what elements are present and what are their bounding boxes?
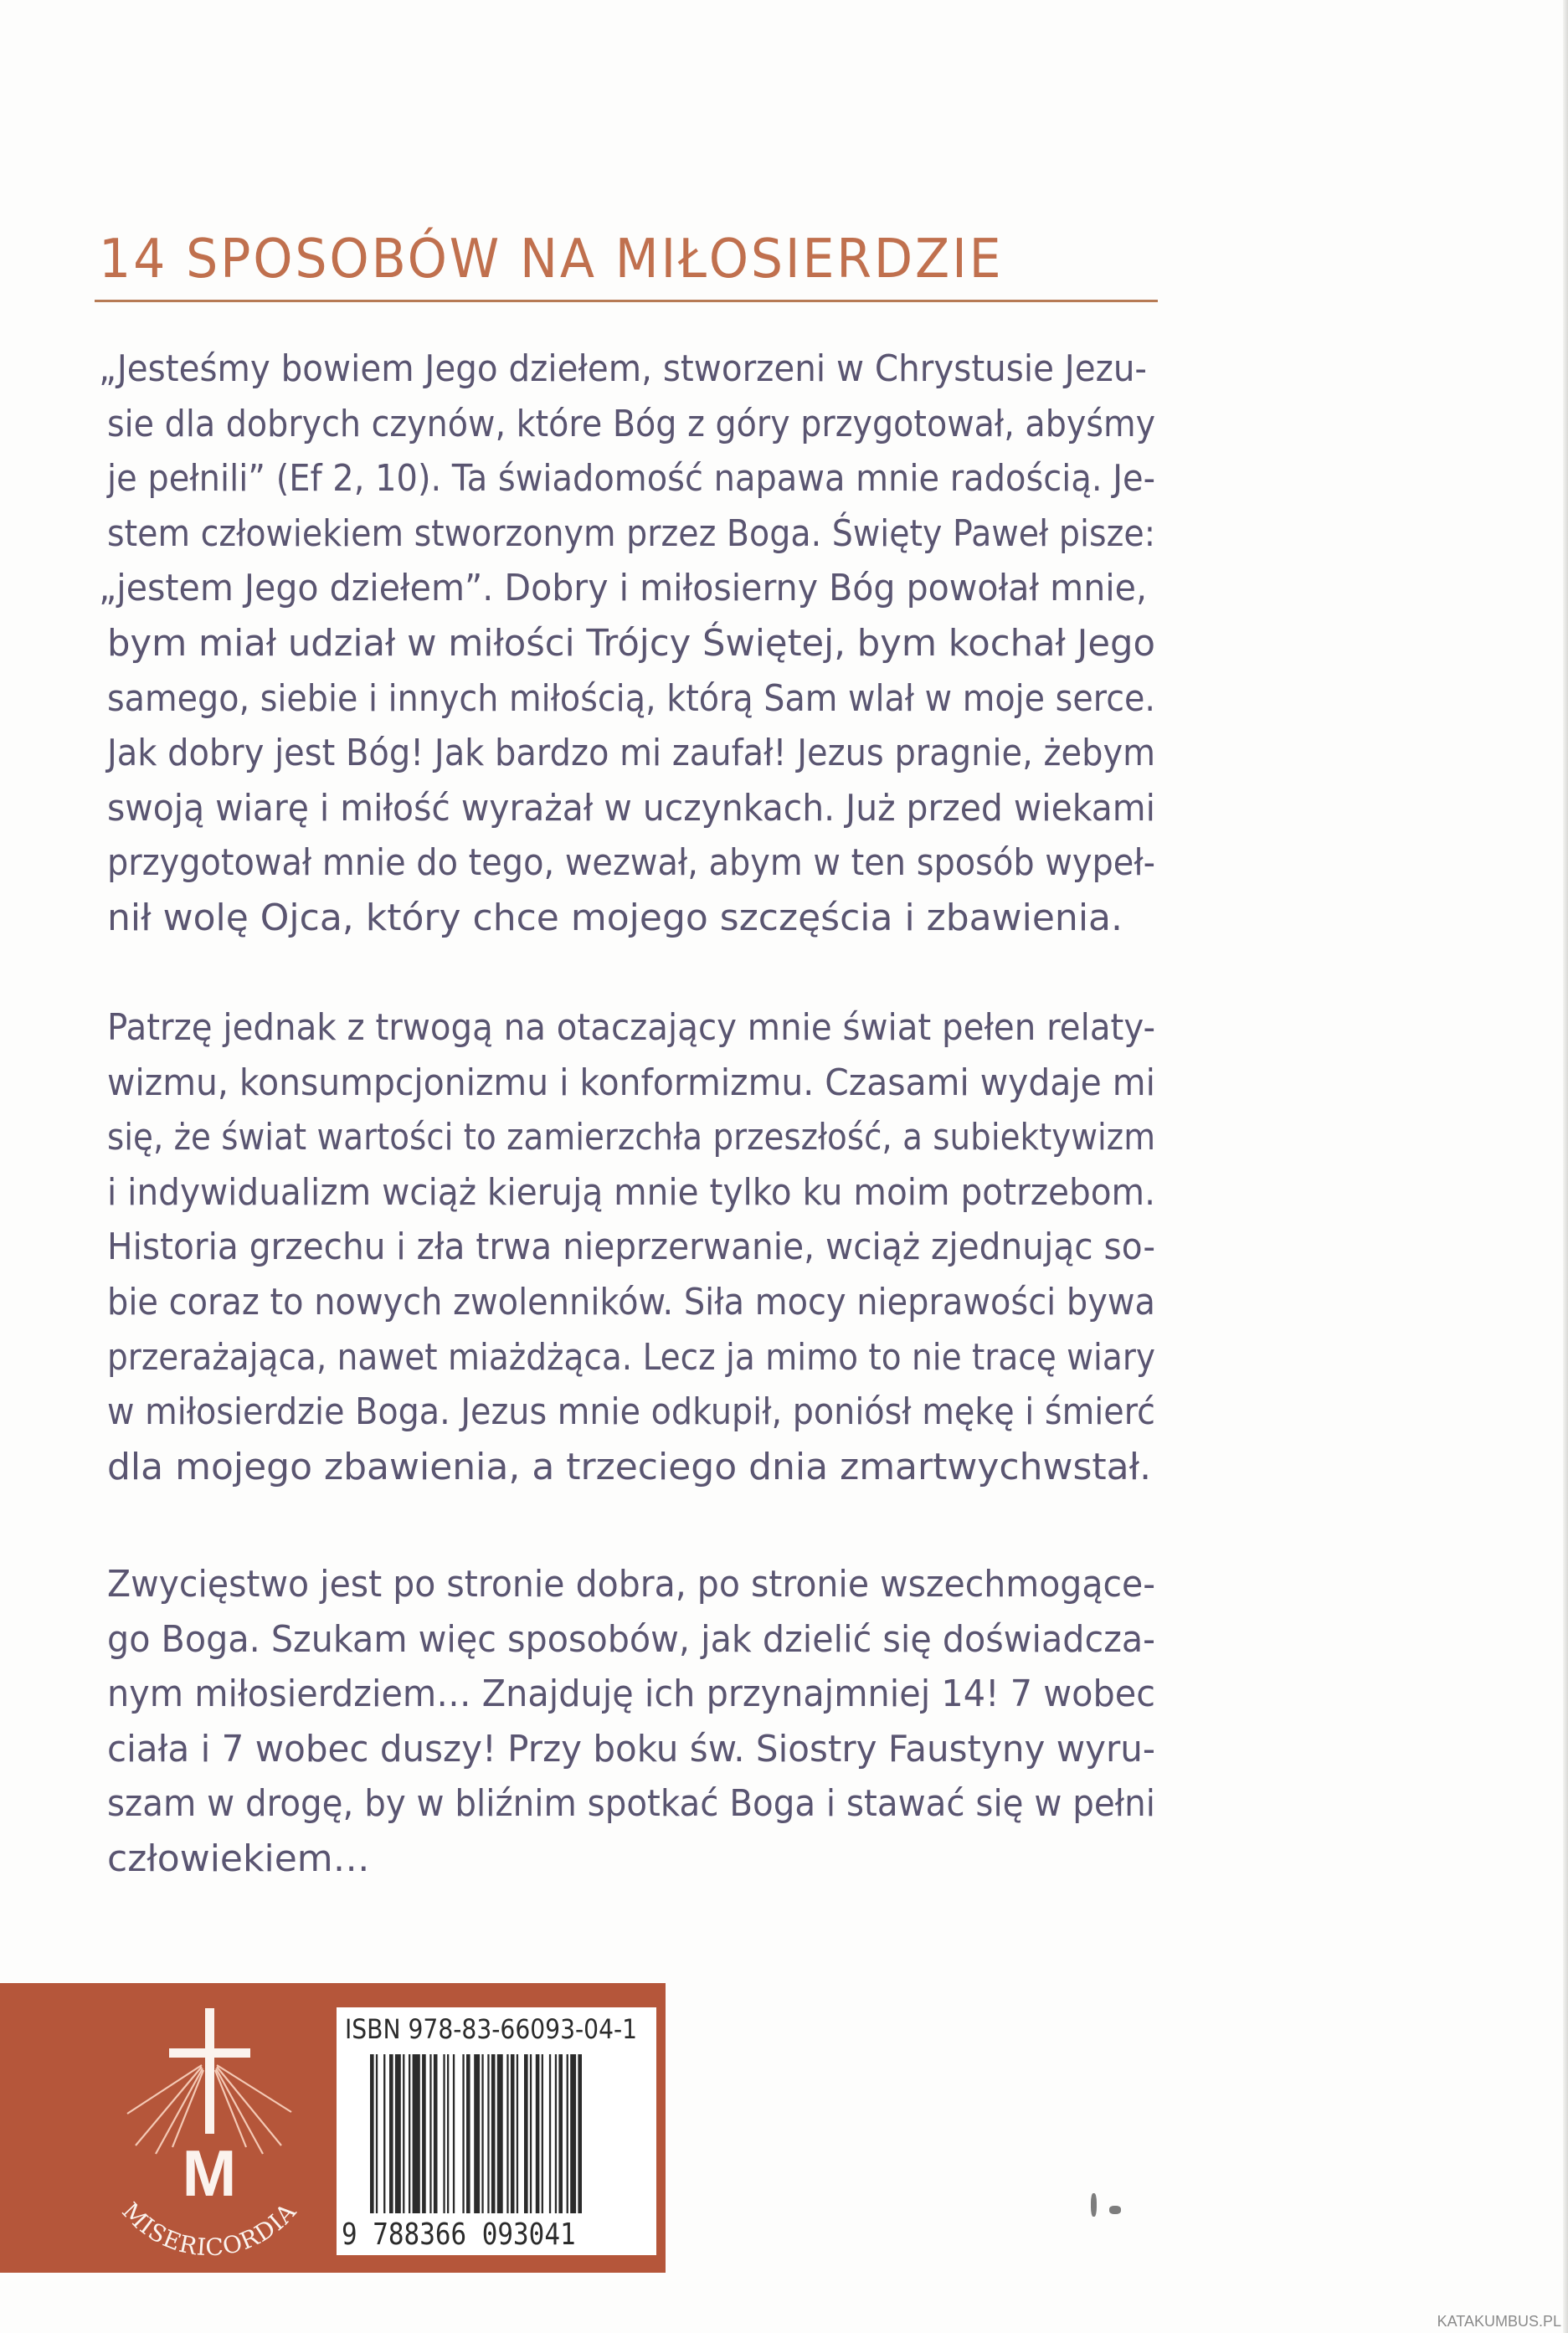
paragraph-2 bbox=[107, 1000, 1155, 1494]
barcode-bar bbox=[555, 2054, 557, 2213]
text-line: człowiekiem… bbox=[107, 1837, 370, 1880]
barcode-bar bbox=[567, 2054, 568, 2213]
text-line: bym miał udział w miłości Trójcy Świętej, bym kochał Jego bbox=[107, 621, 1155, 665]
page-title: 14 SPOSOBÓW NA MIŁOSIERDZIE bbox=[99, 229, 1004, 290]
barcode-bar bbox=[422, 2054, 426, 2213]
text-line: samego, siebie i innych miłością, którą Sam wlał w moje serce. bbox=[107, 676, 1156, 720]
cross-with-rays-icon bbox=[127, 2008, 291, 2154]
barcode-bar bbox=[409, 2054, 410, 2213]
text-line: nił wolę Ojca, który chce mojego szczęścia i zbawienia. bbox=[107, 896, 1123, 939]
title-underline bbox=[95, 300, 1158, 302]
text-line: go Boga. Szukam więc sposobów, jak dzielić się doświadcza- bbox=[107, 1617, 1156, 1661]
barcode-bar bbox=[474, 2054, 480, 2213]
text-line: wizmu, konsumpcjonizmu i konformizmu. Czasami wydaje mi bbox=[107, 1061, 1155, 1104]
misericordia-logo bbox=[75, 1996, 343, 2273]
barcode-bar bbox=[491, 2054, 496, 2213]
barcode-bar bbox=[524, 2054, 528, 2213]
text-line: „jestem Jego dziełem”. Dobry i miłosierny Bóg powołał mnie, bbox=[99, 567, 1148, 610]
scan-speck bbox=[1091, 2193, 1097, 2217]
barcode-bar bbox=[413, 2054, 420, 2213]
barcode-bar bbox=[506, 2054, 508, 2213]
text-line: je pełnili” (Ef 2, 10). Ta świadomość napawa mnie radością. Je- bbox=[107, 457, 1156, 501]
text-line: dla mojego zbawienia, a trzeciego dnia zmartwychwstał. bbox=[107, 1445, 1152, 1488]
logo-wordmark: MISERICORDIA bbox=[116, 2197, 302, 2262]
scan-speck bbox=[1109, 2206, 1121, 2214]
barcode-digits: 9 788366 093041 bbox=[342, 2217, 576, 2252]
barcode-bar bbox=[517, 2054, 518, 2213]
barcode-bar bbox=[453, 2054, 455, 2213]
barcode-bar bbox=[542, 2054, 543, 2213]
barcode-bar bbox=[447, 2054, 449, 2213]
barcode-bar bbox=[558, 2054, 563, 2213]
barcode-bar bbox=[370, 2054, 374, 2213]
text-line: w miłosierdzie Boga. Jezus mnie odkupił, poniósł mękę i śmierć bbox=[107, 1390, 1155, 1434]
paragraph-3 bbox=[107, 1557, 1155, 1887]
barcode-bar bbox=[481, 2054, 483, 2213]
barcode-bar bbox=[443, 2054, 445, 2213]
barcode-bar bbox=[389, 2054, 393, 2213]
text-line: „Jesteśmy bowiem Jego dziełem, stworzeni w Chrystusie Jezu- bbox=[99, 347, 1148, 390]
barcode-bar bbox=[383, 2054, 385, 2213]
text-line: stem człowiekiem stworzonym przez Boga. Święty Paweł pisze: bbox=[107, 511, 1156, 555]
text-line: Historia grzechu i zła trwa nieprzerwanie, wciąż zjednując so- bbox=[107, 1226, 1156, 1269]
barcode-bar bbox=[549, 2054, 551, 2213]
text-line: Patrzę jednak z trwogą na otaczający mnie świat pełen relaty- bbox=[107, 1006, 1156, 1049]
text-line: ciała i 7 wobec duszy! Przy boku św. Siostry Faustyny wyru- bbox=[107, 1727, 1156, 1770]
watermark: KATAKUMBUS.PL bbox=[1437, 2313, 1561, 2330]
text-line: i indywidualizm wciąż kierują mnie tylko ku moim potrzebom. bbox=[107, 1170, 1155, 1214]
text-line: Zwycięstwo jest po stronie dobra, po stronie wszechmogące- bbox=[107, 1563, 1156, 1606]
text-line: sie dla dobrych czynów, które Bóg z góry przygotował, abyśmy bbox=[107, 402, 1156, 445]
text-line: przygotował mnie do tego, wezwał, abym w ten sposób wypeł- bbox=[107, 841, 1156, 885]
text-line: nym miłosierdziem… Znajduję ich przynajmniej 14! 7 wobec bbox=[107, 1673, 1155, 1716]
text-line: szam w drogę, by w bliźnim spotkać Boga i stawać się w pełni bbox=[107, 1782, 1155, 1826]
barcode-bar bbox=[466, 2054, 470, 2213]
barcode-bar bbox=[570, 2054, 576, 2213]
barcode-bar bbox=[497, 2054, 503, 2213]
barcode-bar bbox=[434, 2054, 438, 2213]
barcode-bar bbox=[487, 2054, 489, 2213]
barcode-bar bbox=[429, 2054, 431, 2213]
barcode-bar bbox=[395, 2054, 401, 2213]
logo-letter: M bbox=[182, 2136, 237, 2210]
barcode-bar bbox=[578, 2054, 582, 2213]
paragraph-1 bbox=[99, 342, 1156, 946]
page-edge bbox=[1563, 0, 1568, 2333]
text-line: Jak dobry jest Bóg! Jak bardzo mi zaufał! Jezus pragnie, żebym bbox=[107, 732, 1156, 775]
barcode-bar bbox=[462, 2054, 464, 2213]
barcode-bar bbox=[530, 2054, 532, 2213]
barcode-bar bbox=[536, 2054, 540, 2213]
barcode-bar bbox=[376, 2054, 378, 2213]
barcode-bar bbox=[511, 2054, 515, 2213]
isbn-label: ISBN 978-83-66093-04-1 bbox=[345, 2013, 638, 2045]
barcode-bar bbox=[403, 2054, 404, 2213]
text-line: się, że świat wartości to zamierzchła przeszłość, a subiektywizm bbox=[107, 1116, 1156, 1159]
text-line: bie coraz to nowych zwolenników. Siła mocy nieprawości bywa bbox=[107, 1280, 1155, 1323]
text-line: swoją wiarę i miłość wyrażał w uczynkach. Już przed wiekami bbox=[107, 786, 1155, 830]
text-line: przerażająca, nawet miażdżąca. Lecz ja mimo to nie tracę wiary bbox=[107, 1335, 1155, 1379]
